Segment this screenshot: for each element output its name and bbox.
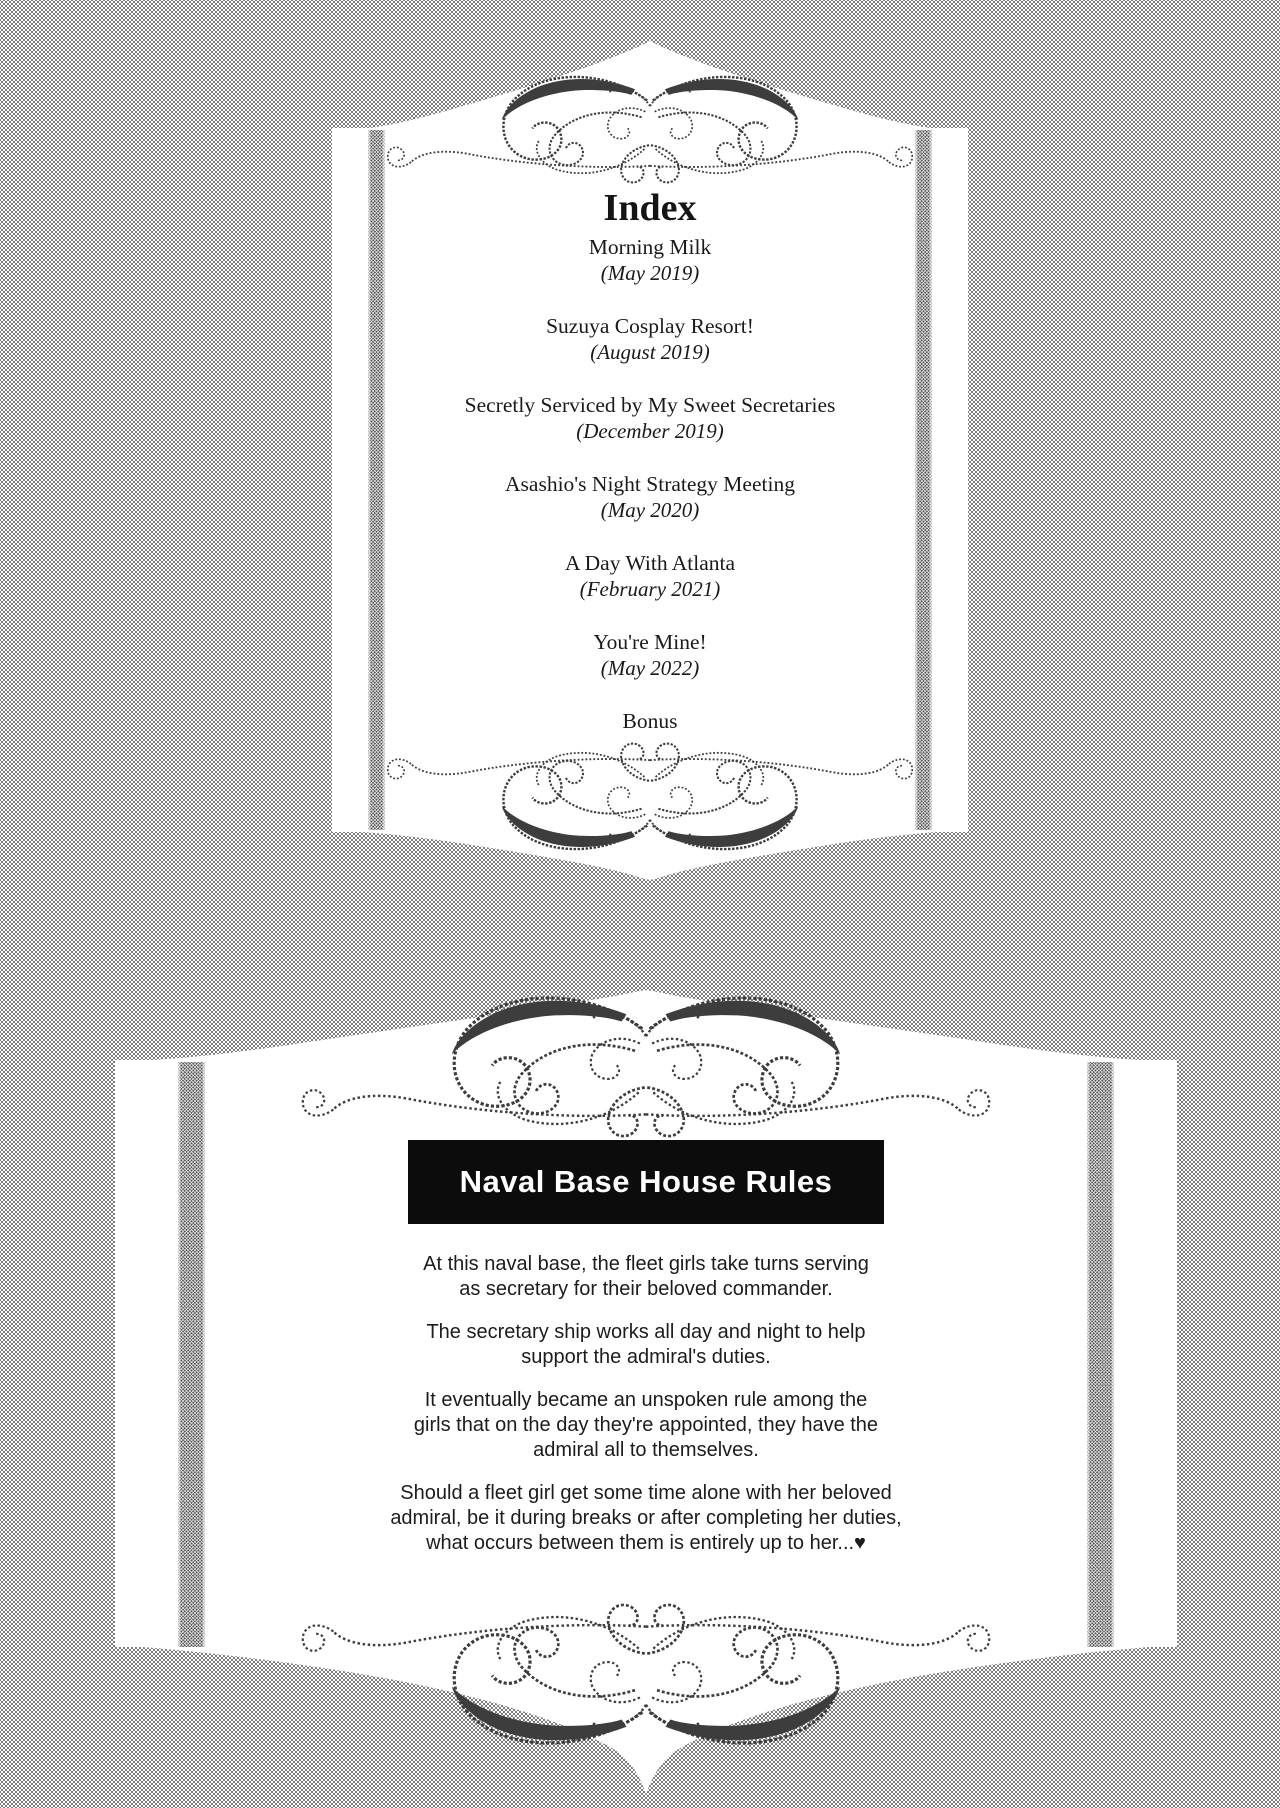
- index-entry: [332, 392, 968, 444]
- index-entry: [332, 471, 968, 523]
- entry-title: Asashio's Night Strategy Meeting: [505, 472, 795, 496]
- entry-title: You're Mine!: [593, 630, 707, 654]
- rules-title: Naval Base House Rules: [459, 1164, 833, 1199]
- text-line: admiral, be it during breaks or after completing her duties,: [390, 1507, 902, 1529]
- text-line: girls that on the day they're appointed, they have the: [413, 1414, 879, 1436]
- paragraph: [115, 1252, 1177, 1302]
- entry-date: (December 2019): [576, 419, 724, 443]
- index-entry: [332, 550, 968, 602]
- entry-title: Suzuya Cosplay Resort!: [546, 314, 754, 338]
- index-title: Index: [603, 187, 697, 229]
- text-line: admiral all to themselves.: [533, 1439, 759, 1461]
- paragraph: [115, 1320, 1177, 1370]
- scroll-flourish-ornament-top: [370, 63, 930, 194]
- rules-text: [115, 1252, 1177, 1574]
- entry-date: (August 2019): [590, 340, 710, 364]
- index-page-panel: [332, 40, 968, 880]
- entry-title: Bonus: [622, 709, 678, 733]
- index-entry: [332, 234, 968, 286]
- entry-title: A Day With Atlanta: [564, 551, 736, 575]
- entry-date: (May 2022): [600, 656, 700, 680]
- index-entry: [332, 313, 968, 365]
- entry-date: (February 2021): [579, 577, 721, 601]
- paragraph: [115, 1481, 1177, 1556]
- text-line: It eventually became an unspoken rule among the: [424, 1389, 868, 1411]
- index-list: [332, 234, 968, 761]
- index-entry: [332, 708, 968, 734]
- scroll-flourish-ornament-top: [276, 980, 1016, 1151]
- scroll-flourish-ornament-bottom: [276, 1590, 1016, 1761]
- entry-title: Secretly Serviced by My Sweet Secretaries: [464, 393, 836, 417]
- paragraph: [115, 1388, 1177, 1463]
- scroll-flourish-ornament-bottom: [370, 732, 930, 863]
- text-line: Should a fleet girl get some time alone with her beloved: [400, 1482, 892, 1504]
- house-rules-panel: [115, 990, 1177, 1796]
- text-line: what occurs between them is entirely up to her...♥: [426, 1532, 866, 1554]
- entry-date: (May 2020): [600, 498, 700, 522]
- entry-title: Morning Milk: [588, 235, 712, 259]
- index-entry: [332, 629, 968, 681]
- text-line: as secretary for their beloved commander.: [459, 1278, 833, 1300]
- text-line: The secretary ship works all day and night to help: [426, 1321, 866, 1343]
- entry-date: (May 2019): [600, 261, 700, 285]
- rules-title-box: [408, 1140, 884, 1224]
- text-line: At this naval base, the fleet girls take turns serving: [423, 1253, 869, 1275]
- text-line: support the admiral's duties.: [521, 1346, 771, 1368]
